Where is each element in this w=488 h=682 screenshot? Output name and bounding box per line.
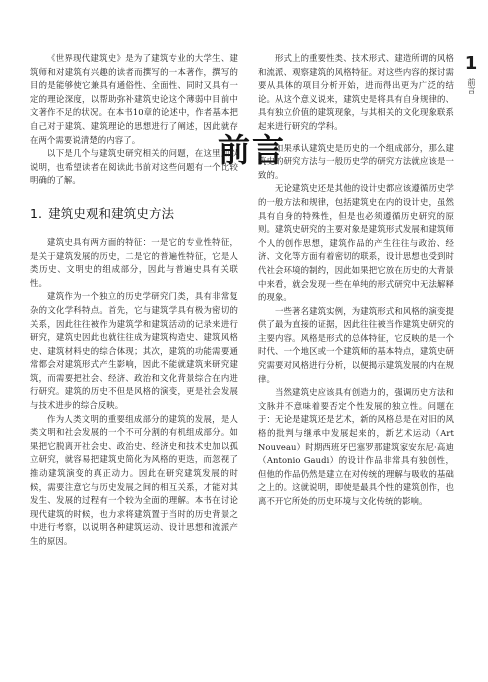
chapter-side-label: 前言	[467, 78, 476, 94]
right-mid-paragraph: 如果承认建筑史是历史的一个组成部分，那么建筑史的研究方法与一般历史学的研究方法就应该是一致的。	[258, 142, 454, 180]
section-number: 1.	[30, 205, 43, 221]
page-title: 前言	[218, 131, 287, 169]
right-column	[258, 52, 454, 509]
chapter-number: 1	[464, 53, 478, 74]
chapter-side-mark	[464, 54, 478, 94]
section-heading-text: 建筑史观和建筑史方法	[48, 205, 175, 221]
right-body-paragraph-1: 无论建筑史还是其他的设计史都应该遵循历史学的一般方法和规律，包括建筑史在内的设计史，虽然具有自身的特殊性，但是也必须遵循历史研究的原则。建筑史研究的主要对象是建筑形式发展和建筑师个人的创作思想，建筑作品的产生往往与政治、经济、文化等方面有着密切的联系，设计思想也受到时代社会环境的制约，因此如果把它放在历史的大背景中来看，就会发现一些在单纯的形式研究中无法解释的现象。	[258, 183, 454, 303]
right-top-paragraph: 形式上的重要性类、技术形式、建造所谓的风格和流派、观察建筑的风格特征。对这些内容的探讨需要从具体的项目分析开始，进而得出更为广泛的结论。从这个意义说来，建筑史是将具有自身规律的、具有独立价值的建筑现象，与其相关的文化现象联系起来进行研究的学科。	[258, 53, 454, 131]
right-body-paragraph-3: 当然建筑史应该具有创造力的，强调历史方法和文脉并不意味着要否定个性发展的独立性。问题在于：无论是建筑还是艺术，新的风格总是在对旧的风格的批判与继承中发展起来的，新艺术运动（Art Nouveau）时期西班牙巴塞罗那建筑家安东尼·高迪（Antonio Gaudi）的设计作品非常具有独创性，但他的作品仍然是建立在对传统的理解与吸收的基础之上的。这就说明，即使是最具个性的建筑创作，也离不开它所处的历史环境与文化传统的影响。	[258, 387, 454, 506]
body-paragraph-2: 建筑作为一个独立的历史学研究门类，具有非常复杂的文化学科特点。首先，它与建筑学具有极为密切的关系，因此往往被作为建筑学和建筑活动的记录来进行研究，建筑史因此也就往往成为建筑构造史、建筑风格史、建筑材料史的综合体现；其次，建筑的功能需要通常都会对建筑形式产生影响，因此不能就建筑来研究建筑，而需要把社会、经济、政治和文化背景综合在内进行研究。建筑的历史不但是风格的演变，更是社会发展与技术进步的综合反映。	[30, 291, 238, 411]
intro-paragraph-2: 以下是几个与建筑史研究相关的问题，在这里加以说明，也希望读者在阅读此书前对这些问题有一个比较明确的了解。	[30, 148, 238, 186]
right-body-paragraph-2: 一些著名建筑实例，为建筑形式和风格的演变提供了最为直接的证据，因此往往被当作建筑史研究的主要内容。风格是形式的总体特征，它反映的是一个时代、一个地区或一个建筑师的基本特点，建筑史研究需要对风格进行分析，以便揭示建筑发展的内在规律。	[258, 305, 454, 384]
intro-paragraph-1: 《世界现代建筑史》是为了建筑专业的大学生、建筑师和对建筑有兴趣的读者而撰写的一本著作，撰写的目的是能够使它兼具有通俗性、全面性、同时又具有一定的理论深度，以帮助弥补建筑史论这个薄弱中目前中文著作不足的状况。在本书10章的论述中，作者基本把自己对于建筑、建筑理论的思想进行了阐述，因此就存在两个需要说清楚的内容了。	[30, 53, 238, 145]
left-column	[30, 52, 238, 549]
body-paragraph-1: 建筑史具有两方面的特征：一是它的专业性特征，是关于建筑发展的历史，二是它的普遍性特征，它是人类历史、文明史的组成部分，因此与普遍史具有关联性。	[30, 236, 238, 288]
body-paragraph-3: 作为人类文明的重要组成部分的建筑的发展，是人类文明和社会发展的一个不可分割的有机组成部分。如果把它脱离开社会史、政治史、经济史和技术史加以孤立研究，就容易把建筑史简化为风格的更迭，而忽视了推动建筑演变的真正动力。因此在研究建筑发展的时候，需要注意它与历史发展之间的相互关系，才能对其发生、发展的过程有一个较为全面的理解。本书在讨论现代建筑的时候，也力求将建筑置于当时的历史背景之中进行考察，以说明各种建筑运动、设计思想和流派产生的原因。	[30, 413, 238, 546]
section-heading	[30, 206, 238, 222]
